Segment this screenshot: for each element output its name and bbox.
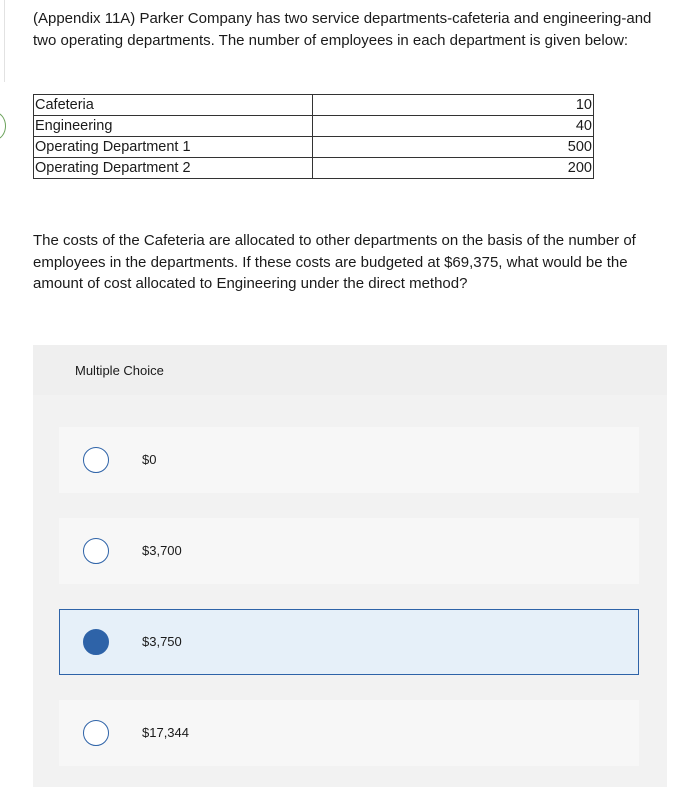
department-name: Engineering: [34, 116, 313, 137]
question-intro: (Appendix 11A) Parker Company has two service departments-cafeteria and engineering-and two operating departments. The number of employees in each department is given below:: [33, 10, 652, 49]
department-name: Operating Department 2: [34, 158, 313, 179]
radio-button-selected[interactable]: [83, 629, 109, 655]
left-edge-divider: [0, 0, 5, 82]
employee-count: 40: [313, 116, 594, 137]
radio-button[interactable]: [83, 538, 109, 564]
status-circle-icon: [0, 112, 6, 140]
employee-count: 10: [313, 95, 594, 116]
choice-option[interactable]: [59, 700, 639, 766]
choice-option-selected[interactable]: [59, 609, 639, 675]
multiple-choice-header: [33, 345, 667, 395]
choice-label: $0: [142, 452, 157, 467]
table-row: [34, 158, 594, 179]
choice-option[interactable]: [59, 427, 639, 493]
table-row: [34, 116, 594, 137]
choice-option[interactable]: [59, 518, 639, 584]
table-row: [34, 137, 594, 158]
radio-button[interactable]: [83, 447, 109, 473]
employee-table: [33, 94, 594, 179]
employee-count: 500: [313, 137, 594, 158]
choice-label: $17,344: [142, 725, 189, 740]
department-name: Cafeteria: [34, 95, 313, 116]
choice-label: $3,750: [142, 634, 182, 649]
multiple-choice-panel: [33, 345, 667, 787]
department-name: Operating Department 1: [34, 137, 313, 158]
question-body: The costs of the Cafeteria are allocated to other departments on the basis of the number of employees in the departments. If these costs are budgeted at $69,375, what would be the amount of cost allocated to Engineering under the direct method?: [33, 232, 636, 292]
choice-label: $3,700: [142, 543, 182, 558]
radio-button[interactable]: [83, 720, 109, 746]
employee-count: 200: [313, 158, 594, 179]
multiple-choice-title: Multiple Choice: [75, 363, 164, 378]
table-row: [34, 95, 594, 116]
